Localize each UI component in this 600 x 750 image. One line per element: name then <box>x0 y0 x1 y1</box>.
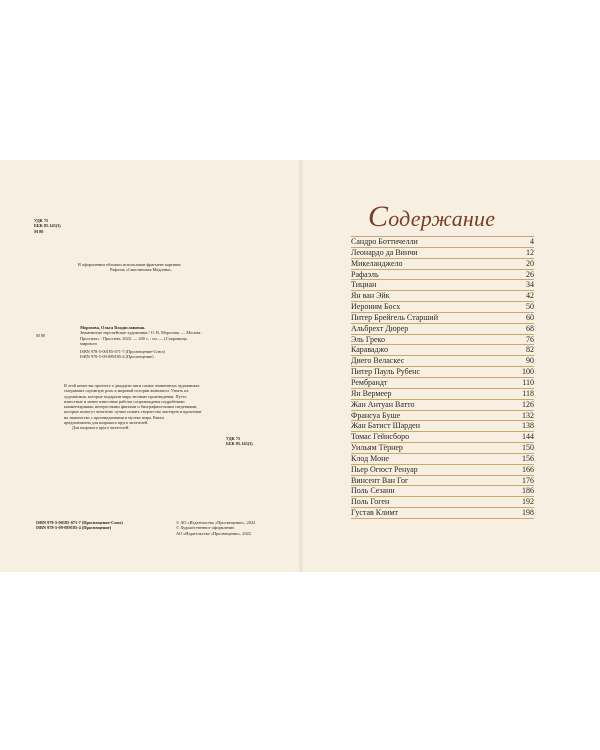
contents-artist: Рафаэль <box>351 269 379 279</box>
contents-artist: Густав Климт <box>351 508 398 518</box>
contents-list <box>351 236 534 519</box>
contents-row <box>351 248 534 259</box>
contents-row <box>351 465 534 476</box>
contents-artist: Ян Вермеер <box>351 388 392 398</box>
contents-row <box>351 454 534 465</box>
contents-row <box>351 270 534 281</box>
contents-artist: Поль Сезанн <box>351 486 395 496</box>
contents-artist: Жан Батист Шарден <box>351 421 420 431</box>
contents-row <box>351 236 534 248</box>
contents-row <box>351 378 534 389</box>
classification-block: УДК 75 ББК 85.143(3) М 80 <box>34 218 61 234</box>
contents-page-number: 192 <box>522 497 534 507</box>
contents-artist: Уильям Тёрнер <box>351 443 403 453</box>
contents-page-number: 20 <box>526 258 534 268</box>
contents-row <box>351 476 534 487</box>
contents-artist: Винсент Ван Гог <box>351 475 409 485</box>
contents-row <box>351 486 534 497</box>
contents-row <box>351 313 534 324</box>
contents-page-number: 150 <box>522 443 534 453</box>
contents-page-number: 76 <box>526 334 534 344</box>
contents-page-number: 126 <box>522 399 534 409</box>
catalog-entry: Морозова, Ольга Владиславовна. Знаменитые европейские художники / О. В. Морозова. — Москва : Проспект» : Проспект, 2022. — 200 с. : ил. — (Сокровища мирового ISBN 978-5-00185-071-7 (Просвещение-Союз) ISBN 978-5-09-089185-4 (Просвещение) <box>80 325 203 360</box>
contents-artist: Сандро Боттичелли <box>351 237 418 246</box>
contents-page-number: 186 <box>522 486 534 496</box>
contents-page-number: 176 <box>522 475 534 485</box>
contents-page-number: 12 <box>526 247 534 257</box>
contents-artist: Эль Греко <box>351 334 385 344</box>
isbn-block: ISBN 978-5-00185-071-7 (Просвещение-Союз) ISBN 978-5-09-089185-4 (Просвещение) <box>36 520 123 531</box>
contents-artist: Диего Веласкес <box>351 356 405 366</box>
contents-artist: Поль Гоген <box>351 497 390 507</box>
contents-page-number: 90 <box>526 356 534 366</box>
contents-page-number: 82 <box>526 345 534 355</box>
contents-row <box>351 508 534 519</box>
classification-bottom: УДК 75 ББК 85.143(3) <box>226 436 253 447</box>
contents-page-number: 110 <box>522 377 534 387</box>
contents-page-number: 60 <box>526 312 534 322</box>
contents-artist: Ян ван Эйк <box>351 291 390 301</box>
contents-page-number: 132 <box>522 410 534 420</box>
contents-row <box>351 280 534 291</box>
contents-artist: Клод Моне <box>351 453 389 463</box>
contents-artist: Пьер Огюст Ренуар <box>351 464 418 474</box>
contents-page-number: 118 <box>522 388 534 398</box>
contents-artist: Альбрехт Дюрер <box>351 323 409 333</box>
contents-page-number: 100 <box>522 367 534 377</box>
contents-artist: Караваджо <box>351 345 388 355</box>
catalog-code: М 80 <box>36 333 46 338</box>
contents-row <box>351 389 534 400</box>
contents-row <box>351 400 534 411</box>
contents-artist: Леонардо да Винчи <box>351 247 418 257</box>
contents-page-number: 4 <box>530 237 534 246</box>
contents-row <box>351 443 534 454</box>
contents-row <box>351 324 534 335</box>
book-spread <box>0 160 600 572</box>
contents-artist: Жан Антуан Ватто <box>351 399 415 409</box>
contents-page-number: 34 <box>526 280 534 290</box>
contents-row <box>351 367 534 378</box>
annotation: В этой книге вы прочтете о двадцати пяти самых знаменитых художниках сыгравших огромную роль в мировой истории живописи. Узнать их художников, которые подарили миру великие произведения. Пусть известные и менее известные работы сопровождены подробными комментариями, интересными фактами и биографическими сведениями, которые помогут читателю лучше понять творчество мастеров и вдохновят на знакомство с произведениями в музеях мира. Книга предназначена для широкого круга читателей. Для широкого круга читателей. <box>64 383 202 431</box>
contents-artist: Тициан <box>351 280 377 290</box>
contents-page-number: 26 <box>526 269 534 279</box>
contents-row <box>351 497 534 508</box>
contents-row <box>351 259 534 270</box>
contents-page-number: 42 <box>526 291 534 301</box>
contents-artist: Микеланджело <box>351 258 403 268</box>
contents-artist: Франсуа Буше <box>351 410 401 420</box>
contents-page <box>302 160 600 572</box>
contents-page-number: 144 <box>522 432 534 442</box>
contents-page-number: 50 <box>526 302 534 312</box>
contents-artist: Иероним Босх <box>351 302 401 312</box>
contents-row <box>351 345 534 356</box>
contents-page-number: 68 <box>526 323 534 333</box>
imprint-page <box>0 160 300 572</box>
contents-artist: Питер Брейгель Старший <box>351 312 438 322</box>
contents-row <box>351 411 534 422</box>
contents-artist: Рембрандт <box>351 377 388 387</box>
contents-page-number: 156 <box>522 453 534 463</box>
cover-note: В оформлении обложки использован фрагмент картины: Рафаэль «Сикстинская Мадонна». <box>78 262 182 273</box>
contents-artist: Питер Пауль Рубенс <box>351 367 421 377</box>
contents-row <box>351 335 534 346</box>
contents-page-number: 198 <box>522 508 534 518</box>
contents-row <box>351 421 534 432</box>
contents-page-number: 138 <box>522 421 534 431</box>
contents-artist: Томас Гейнсборо <box>351 432 410 442</box>
contents-title: Содержание <box>368 200 496 233</box>
contents-row <box>351 356 534 367</box>
copyright-block: © АО «Издательство «Просвещение», 2022 © Художественное оформление. АО «Издательство «Просвещение», 2022 <box>176 520 256 536</box>
contents-row <box>351 432 534 443</box>
contents-page-number: 166 <box>522 464 534 474</box>
contents-row <box>351 302 534 313</box>
contents-row <box>351 291 534 302</box>
